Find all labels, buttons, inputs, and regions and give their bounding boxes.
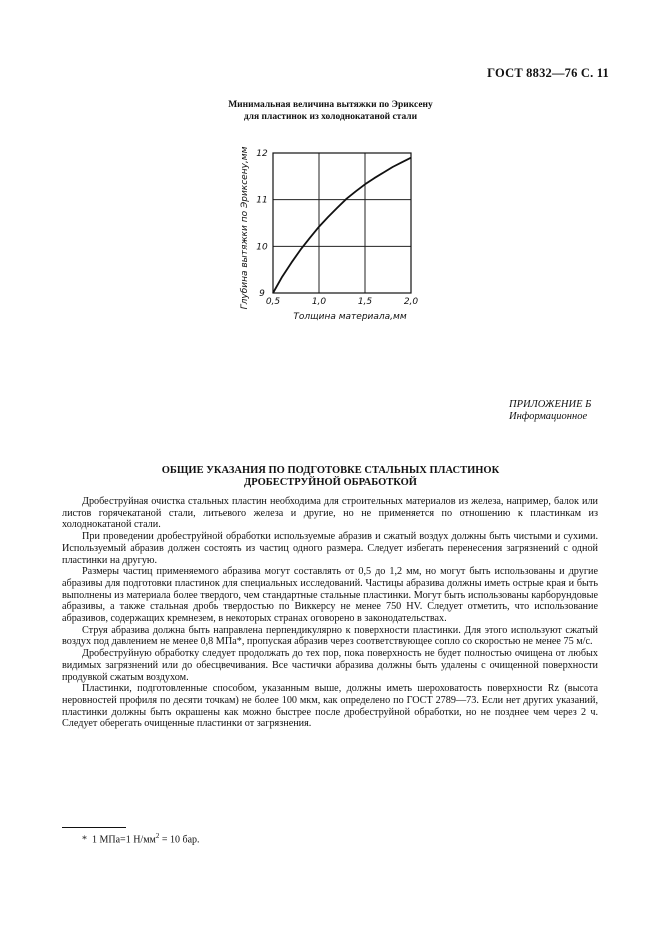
x-axis-label: Толщина материала,мм <box>293 312 407 322</box>
x-tick-label: 2,0 <box>403 297 419 307</box>
erichsen-chart <box>0 0 661 340</box>
x-tick-label: 1,0 <box>311 297 327 307</box>
footnote-rule <box>62 827 126 828</box>
paragraph: При проведении дробеструйной обработки используемые абразив и сжатый воздух должны быть чистыми и сухими. Используемый абразив должен состоять из частиц одного размера. Следует избегать перенесения загрязнений с одной пластинки на другую. <box>62 531 598 566</box>
section-title <box>0 465 661 489</box>
figure-title-line-2: для пластинок из холоднокатаной стали <box>243 112 418 122</box>
footnote-marker: * <box>82 834 87 846</box>
y-tick-label: 10 <box>256 242 268 253</box>
paragraph: Дробеструйную обработку следует продолжать до тех пор, пока поверхность не будет полностью очищена от любых видимых загрязнений или до обесцвечивания. Все частички абразива должны быть удалены с очищенной поверхности продувкой сжатым воздухом. <box>62 648 598 683</box>
appendix-status: Информационное <box>509 411 588 422</box>
running-head: ГОСТ 8832—76 С. 11 <box>487 66 609 80</box>
paragraph: Струя абразива должна быть направлена перпендикулярно к поверхности пластинки. Для этого используют сжатый воздух под давлением не менее 0,8 МПа*, пропуская абразив через соответствующее сопло со скоростью не менее 75 м/с. <box>62 624 598 648</box>
paragraph: Пластинки, подготовленные способом, указанным выше, должны иметь шероховатость поверхности Rz (высота неровностей профиля по десяти точкам) не более 100 мкм, как определено по ГОСТ 2789—73. Если нет других указаний, пластинки должны быть окрашены как можно быстрее после дробеструйной обработки, но не позднее чем через 2 ч. Следует оберегать очищенные пластинки от загрязнения. <box>62 683 598 730</box>
section-title-line-1: ОБЩИЕ УКАЗАНИЯ ПО ПОДГОТОВКЕ СТАЛЬНЫХ ПЛАСТИНОК <box>161 465 500 476</box>
footnote-text-end: = 10 бар. <box>159 834 200 846</box>
y-tick-label: 12 <box>256 149 268 159</box>
footnote-text: 1 МПа=1 Н/мм <box>92 834 156 846</box>
appendix-label <box>509 399 591 423</box>
data-curve <box>273 158 411 293</box>
section-title-line-2: ДРОБЕСТРУЙНОЙ ОБРАБОТКОЙ <box>244 477 417 488</box>
footnote-superscript: 2 <box>155 832 160 840</box>
paragraph: Размеры частиц применяемого абразива могут составлять от 0,5 до 1,2 мм, но могут быть использованы и другие абразивы для подготовки пластинок для специальных исследований. Частицы абразива должны иметь острые края и быть выполнены из материала более твердого, чем стандартные стальные пластинки. Могут быть использованы карборундовые абразивы, а также стальная дробь твердостью по Виккерсу не менее 750 HV. Следует отметить, что использование абразивов, содержащих кремнезем, в некоторых странах оговорено в законодательствах. <box>62 566 598 625</box>
y-axis-label: Глубина вытяжки по Эриксену,мм <box>240 146 250 310</box>
body-text <box>62 496 598 730</box>
figure-title-line-1: Минимальная величина вытяжки по Эриксену <box>228 100 433 110</box>
y-tick-label: 11 <box>256 195 268 206</box>
x-tick-label: 0,5 <box>265 297 281 307</box>
paragraph: Дробеструйная очистка стальных пластин необходима для строительных материалов из железа, например, балок или листов горячекатаной стали, литьевого железа и другие, но не применяется по отношению к пластинкам из холоднокатаной стали. <box>62 496 598 531</box>
y-tick-label: 9 <box>259 289 265 299</box>
footnote <box>82 830 200 846</box>
x-tick-label: 1,5 <box>357 297 373 307</box>
plot-frame <box>273 153 411 293</box>
appendix-title: ПРИЛОЖЕНИЕ Б <box>509 399 592 410</box>
